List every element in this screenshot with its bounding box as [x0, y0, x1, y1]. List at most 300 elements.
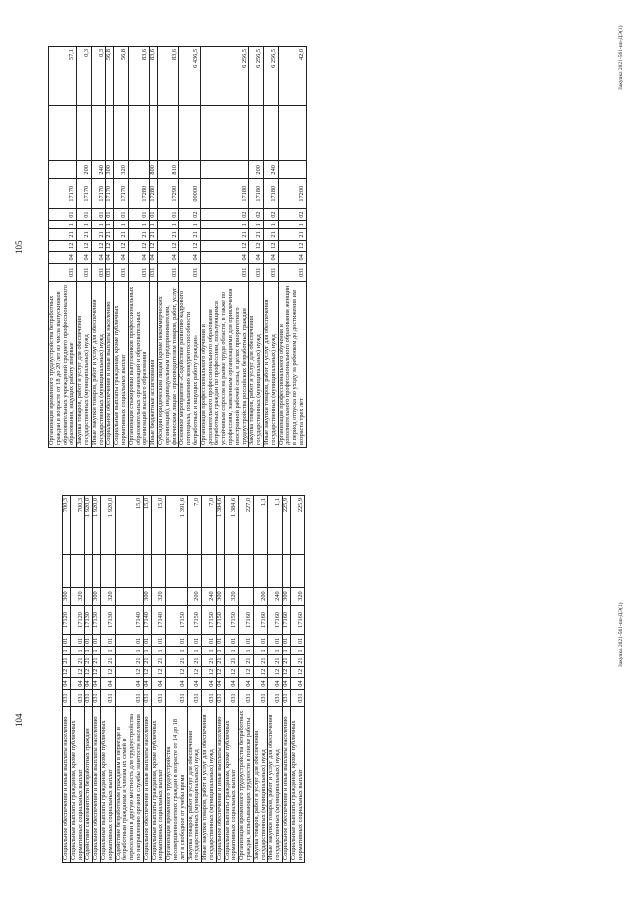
code-cell: 21	[49, 229, 77, 240]
code-cell: 12	[239, 666, 254, 677]
code-cell: 04	[115, 678, 143, 690]
code-cell: 21	[282, 655, 290, 666]
code-cell: 17120	[63, 605, 71, 635]
code-cell: 1	[249, 221, 264, 229]
code-cell: 1	[91, 221, 106, 229]
amount-cell: 700,3	[63, 496, 71, 555]
empty-cell	[100, 555, 115, 587]
row-description: Содействие самозанятости безработных граждан	[85, 707, 93, 863]
code-cell: 01	[239, 635, 254, 647]
code-cell: 1	[179, 221, 200, 229]
code-cell: 12	[49, 240, 77, 251]
code-cell: 031	[85, 690, 93, 707]
amount-cell: 1,1	[253, 496, 268, 555]
code-cell: 240	[91, 161, 106, 179]
table-row	[253, 496, 268, 863]
code-cell: 17170	[114, 179, 129, 209]
amount-cell: 1 920,0	[100, 496, 115, 555]
code-cell: 21	[91, 229, 106, 240]
code-cell: 17160	[290, 605, 305, 635]
code-cell: 031	[179, 263, 200, 281]
code-cell: 1	[151, 647, 166, 655]
row-description: Социальные выплаты гражданам, кроме публичных нормативных социальных выплат	[224, 707, 239, 863]
row-description: Закупка товаров, работ и услуг для обеспечения государственных (муниципальных) нужд	[253, 707, 268, 863]
code-cell: 17130	[85, 605, 93, 635]
code-cell: 1	[49, 221, 77, 229]
code-cell: 17140	[143, 605, 151, 635]
row-description: Закупка товаров, работ и услуг для обеспечения государственных (муниципальных) нужд	[77, 281, 92, 447]
code-cell: 17140	[115, 605, 143, 635]
code-cell: 02	[263, 209, 278, 221]
code-cell: 01	[151, 635, 166, 647]
amount-cell: 1 920,0	[85, 496, 93, 555]
table-row	[115, 496, 143, 863]
code-cell: 02	[249, 209, 264, 221]
code-cell: 04	[91, 251, 106, 263]
code-cell: 21	[143, 655, 151, 666]
code-cell: 031	[106, 263, 114, 281]
code-cell: 031	[249, 263, 264, 281]
empty-cell	[77, 106, 92, 161]
code-cell: 04	[143, 678, 151, 690]
code-cell: 04	[216, 678, 224, 690]
code-cell: 12	[263, 240, 278, 251]
amount-cell: 0,3	[91, 47, 106, 106]
code-cell: 031	[290, 690, 305, 707]
empty-cell	[85, 555, 93, 587]
code-cell: 17170	[49, 179, 77, 209]
code-cell: 21	[253, 655, 268, 666]
code-cell: 17120	[70, 605, 85, 635]
code-cell: 031	[115, 690, 143, 707]
amount-cell: 6 256,5	[263, 47, 278, 106]
code-cell: 17170	[77, 179, 92, 209]
amount-cell: 225,9	[282, 496, 290, 555]
code-cell: 04	[179, 251, 200, 263]
code-cell: 031	[70, 690, 85, 707]
code-cell: 12	[114, 240, 129, 251]
amount-cell: 7,0	[202, 496, 217, 555]
code-cell: 200	[249, 161, 264, 179]
code-cell: 04	[49, 251, 77, 263]
code-cell: 01	[114, 209, 129, 221]
code-cell: 031	[239, 690, 254, 707]
row-description: Субсидии юридическим лицам (кроме некоммерческих организаций), индивидуальным предпринимателям, физическим лицам - производителям товаров, работ, услуг	[157, 281, 178, 447]
code-cell: 12	[278, 240, 306, 251]
code-cell: 04	[77, 251, 92, 263]
code-cell: 04	[150, 251, 158, 263]
code-cell: 04	[114, 251, 129, 263]
code-cell: 300	[282, 587, 290, 605]
code-cell: 04	[93, 678, 101, 690]
row-description: Социальное обеспечение и иные выплаты населению	[106, 281, 114, 447]
code-cell: 12	[93, 666, 101, 677]
code-cell: 04	[106, 251, 114, 263]
empty-cell	[49, 106, 77, 161]
empty-cell	[114, 106, 129, 161]
row-description: Иные бюджетные ассигнования	[150, 281, 158, 447]
code-cell: 12	[179, 240, 200, 251]
code-cell: 01	[282, 635, 290, 647]
code-cell: 17160	[239, 605, 254, 635]
code-cell: 04	[263, 251, 278, 263]
code-cell: 12	[100, 666, 115, 677]
document-page-left	[0, 453, 639, 905]
code-cell: 02	[179, 209, 200, 221]
code-cell: 21	[249, 229, 264, 240]
code-cell: 031	[263, 263, 278, 281]
code-cell: 031	[114, 263, 129, 281]
code-cell: 01	[224, 635, 239, 647]
code-cell: 21	[290, 655, 305, 666]
code-cell: 04	[249, 251, 264, 263]
code-cell: 12	[249, 240, 264, 251]
code-cell: 01	[100, 635, 115, 647]
code-cell: 12	[253, 666, 268, 677]
code-cell: 1	[150, 221, 158, 229]
empty-cell	[263, 106, 278, 161]
code-cell: 01	[77, 209, 92, 221]
code-cell: 1	[278, 221, 306, 229]
row-description: Организация временного трудоустройства несовершеннолетних граждан в возрасте от 14 до 18 лет в свободное от учебы время	[166, 707, 187, 863]
amount-cell: 15,0	[143, 496, 151, 555]
code-cell: 12	[282, 666, 290, 677]
row-description: Закупка товаров, работ и услуг для обеспечения государственных (муниципальных) нужд	[187, 707, 202, 863]
amount-cell: 57,1	[49, 47, 77, 106]
code-cell: 01	[70, 635, 85, 647]
row-description: Социальные выплаты гражданам, кроме публичных нормативных социальных выплат	[151, 707, 166, 863]
code-cell: 031	[253, 690, 268, 707]
code-cell: 031	[63, 690, 71, 707]
code-cell: 04	[200, 251, 249, 263]
code-cell: 17180	[263, 179, 278, 209]
empty-cell	[278, 106, 306, 161]
table-row	[224, 496, 239, 863]
code-cell: 21	[150, 229, 158, 240]
code-cell: 21	[239, 655, 254, 666]
code-cell: 02	[278, 209, 306, 221]
code-cell: 12	[63, 666, 71, 677]
code-cell: 17160	[268, 605, 283, 635]
row-description: Социальные выплаты гражданам, кроме публичных нормативных социальных выплат	[290, 707, 305, 863]
code-cell: 04	[157, 251, 178, 263]
code-cell: 031	[278, 263, 306, 281]
empty-cell	[268, 555, 283, 587]
code-cell: 04	[239, 678, 254, 690]
code-cell: 1	[202, 647, 217, 655]
amount-cell: 227,0	[239, 496, 254, 555]
row-description: Иные закупки товаров, работ и услуг для обеспечения государственных (муниципальных) нужд	[263, 281, 278, 447]
code-cell: 12	[216, 666, 224, 677]
code-cell: 1	[239, 647, 254, 655]
code-cell: 17150	[216, 605, 224, 635]
code-cell: 1	[187, 647, 202, 655]
empty-cell	[239, 555, 254, 587]
amount-cell: 1 384,6	[216, 496, 224, 555]
code-cell: 21	[263, 229, 278, 240]
code-cell: 01	[143, 635, 151, 647]
code-cell: 04	[151, 678, 166, 690]
code-cell: 1	[128, 221, 149, 229]
code-cell	[179, 161, 200, 179]
empty-cell	[202, 555, 217, 587]
code-cell: 17150	[202, 605, 217, 635]
row-description: Содействие безработным гражданам в переезде и безработным гражданам и членам их семей в переселении в другую местность для трудоустройства по направлению органов службы занятости населения	[115, 707, 143, 863]
code-cell: 031	[282, 690, 290, 707]
empty-cell	[282, 555, 290, 587]
code-cell: 04	[282, 678, 290, 690]
amount-cell: 6 436,5	[179, 47, 200, 106]
amount-cell: 7,0	[187, 496, 202, 555]
code-cell: 21	[93, 655, 101, 666]
code-cell: 12	[128, 240, 149, 251]
amount-cell: 56,8	[106, 47, 114, 106]
amount-cell: 15,0	[151, 496, 166, 555]
row-description: Социальные выплаты гражданам, кроме публичных нормативных социальных выплат	[100, 707, 115, 863]
code-cell: 810	[157, 161, 178, 179]
code-cell: 200	[187, 587, 202, 605]
table-row	[179, 47, 200, 448]
code-cell: 12	[224, 666, 239, 677]
row-description: Организация временного трудоустройства безработных граждан в возрасте от 18 до 20 лет из числа выпускников образовательных учреждений среднего профессионального образования, ищущих работу впервые	[49, 281, 77, 447]
table-row	[143, 496, 151, 863]
empty-cell	[249, 106, 264, 161]
code-cell: 1	[93, 647, 101, 655]
empty-cell	[200, 106, 249, 161]
empty-cell	[70, 555, 85, 587]
code-cell: 031	[100, 690, 115, 707]
table-row	[239, 496, 254, 863]
row-description: Социальное обеспечение и иные выплаты населению	[216, 707, 224, 863]
code-cell: 01	[93, 635, 101, 647]
code-cell: 01	[150, 209, 158, 221]
row-description: Иные закупки товаров, работ и услуг для обеспечения государственных (муниципальных) нужд	[91, 281, 106, 447]
code-cell: 1	[290, 647, 305, 655]
code-cell	[49, 161, 77, 179]
code-cell: 240	[202, 587, 217, 605]
code-cell: 1	[157, 221, 178, 229]
code-cell: 1	[253, 647, 268, 655]
empty-cell	[63, 555, 71, 587]
row-description: Иные закупки товаров, работ и услуг для обеспечения государственных (муниципальных) нужд	[202, 707, 217, 863]
code-cell: 21	[114, 229, 129, 240]
code-cell: 031	[187, 690, 202, 707]
code-cell: 1	[115, 647, 143, 655]
empty-cell	[187, 555, 202, 587]
code-cell: 01	[91, 209, 106, 221]
empty-cell	[253, 555, 268, 587]
code-cell: 17170	[106, 179, 114, 209]
code-cell: 21	[115, 655, 143, 666]
code-cell: 21	[106, 229, 114, 240]
code-cell: 17130	[93, 605, 101, 635]
code-cell: 04	[100, 678, 115, 690]
code-cell: 240	[263, 161, 278, 179]
code-cell: 031	[157, 263, 178, 281]
code-cell: 031	[77, 263, 92, 281]
code-cell: 17180	[200, 179, 249, 209]
code-cell: 12	[143, 666, 151, 677]
code-cell: 21	[268, 655, 283, 666]
empty-cell	[91, 106, 106, 161]
code-cell: 01	[290, 635, 305, 647]
code-cell: 12	[200, 240, 249, 251]
row-description: Социальные выплаты гражданам, кроме публичных нормативных социальных выплат	[114, 281, 129, 447]
row-description: Организация стажировки выпускников профессиональных образовательных организаций и образовательных организаций высшего образования	[128, 281, 149, 447]
table-row	[290, 496, 305, 863]
code-cell: 240	[268, 587, 283, 605]
code-cell	[278, 161, 306, 179]
code-cell: 04	[268, 678, 283, 690]
code-cell: 21	[70, 655, 85, 666]
table-row	[114, 47, 129, 448]
code-cell: 200	[77, 161, 92, 179]
empty-cell	[290, 555, 305, 587]
code-cell: 21	[278, 229, 306, 240]
table-body	[63, 496, 305, 863]
page-number: 105	[14, 240, 24, 254]
code-cell: 320	[224, 587, 239, 605]
amount-cell: 15,0	[115, 496, 143, 555]
code-cell	[128, 161, 149, 179]
code-cell: 300	[93, 587, 101, 605]
code-cell: 17150	[166, 605, 187, 635]
empty-cell	[106, 106, 114, 161]
row-description: Социальное обеспечение и иные выплаты населению	[143, 707, 151, 863]
code-cell: 21	[77, 229, 92, 240]
code-cell: 031	[128, 263, 149, 281]
code-cell: 17200	[278, 179, 306, 209]
code-cell: 01	[106, 209, 114, 221]
empty-cell	[150, 106, 158, 161]
code-cell: 04	[278, 251, 306, 263]
budget-table	[48, 46, 307, 448]
table-row	[49, 47, 77, 448]
code-cell: 01	[128, 209, 149, 221]
code-cell: 01	[49, 209, 77, 221]
code-cell: 1	[77, 221, 92, 229]
code-cell: 04	[63, 678, 71, 690]
code-cell: 031	[200, 263, 249, 281]
code-cell: 01	[157, 209, 178, 221]
page-number: 104	[14, 713, 24, 727]
table-row	[216, 496, 224, 863]
code-cell: 031	[151, 690, 166, 707]
code-cell: 21	[85, 655, 93, 666]
code-cell: 1	[263, 221, 278, 229]
amount-cell: 1 391,6	[166, 496, 187, 555]
code-cell: 01	[115, 635, 143, 647]
row-description: Организация профессионального обучения и дополнительного профессионального образования женщин в период отпуска по уходу за ребенком до достижения им возраста трех лет	[278, 281, 306, 447]
code-cell: 1	[166, 647, 187, 655]
amount-cell: 83,6	[128, 47, 149, 106]
amount-cell: 56,8	[114, 47, 129, 106]
code-cell: 320	[100, 587, 115, 605]
code-cell: 031	[268, 690, 283, 707]
code-cell: 04	[224, 678, 239, 690]
amount-cell: 42,0	[278, 47, 306, 106]
code-cell: 1	[63, 647, 71, 655]
table-row	[128, 47, 149, 448]
amount-cell: 0,3	[77, 47, 92, 106]
table-row	[166, 496, 187, 863]
code-cell: 01	[166, 635, 187, 647]
code-cell: 800	[150, 161, 158, 179]
code-cell: 1	[200, 221, 249, 229]
empty-cell	[143, 555, 151, 587]
code-cell: 1	[106, 221, 114, 229]
empty-cell	[224, 555, 239, 587]
code-cell: 12	[187, 666, 202, 677]
code-cell: 1	[114, 221, 129, 229]
code-cell: 300	[216, 587, 224, 605]
code-cell: 04	[166, 678, 187, 690]
code-cell: 1	[224, 647, 239, 655]
budget-table	[62, 495, 305, 863]
code-cell: 1	[85, 647, 93, 655]
table-row	[263, 47, 278, 448]
code-cell: 300	[106, 161, 114, 179]
row-description: Социальное обеспечение и иные выплаты населению	[63, 707, 71, 863]
code-cell: 12	[70, 666, 85, 677]
table-row	[70, 496, 85, 863]
code-cell: 21	[179, 229, 200, 240]
row-description: Организация временного трудоустройства безработных граждан, испытывающих трудности в поиске работы	[239, 707, 254, 863]
code-cell: 320	[114, 161, 129, 179]
amount-cell: 83,6	[150, 47, 158, 106]
code-cell: 17140	[151, 605, 166, 635]
table-row	[278, 47, 306, 448]
code-cell: 031	[150, 263, 158, 281]
table-row	[91, 47, 106, 448]
row-description: Закупка товаров, работ и услуг для обеспечения государственных (муниципальных) нужд	[249, 281, 264, 447]
table-row	[187, 496, 202, 863]
code-cell: 031	[166, 690, 187, 707]
amount-cell: 83,6	[157, 47, 178, 106]
empty-cell	[157, 106, 178, 161]
code-cell: 1	[216, 647, 224, 655]
amount-cell: 1,1	[268, 496, 283, 555]
code-cell: 12	[77, 240, 92, 251]
table-row	[202, 496, 217, 863]
code-cell	[200, 161, 249, 179]
code-cell	[166, 587, 187, 605]
code-cell: 031	[91, 263, 106, 281]
code-cell: 21	[187, 655, 202, 666]
row-description: Иные закупки товаров, работ и услуг для обеспечения государственных (муниципальных) нужд	[268, 707, 283, 863]
table-row	[151, 496, 166, 863]
empty-cell	[216, 555, 224, 587]
code-cell: 300	[143, 587, 151, 605]
code-cell: 21	[166, 655, 187, 666]
table-row	[200, 47, 249, 448]
code-cell: 00000	[179, 179, 200, 209]
code-cell: 031	[224, 690, 239, 707]
table-row	[77, 47, 92, 448]
code-cell: 1	[100, 647, 115, 655]
code-cell: 21	[157, 229, 178, 240]
amount-cell: 700,3	[70, 496, 85, 555]
code-cell: 031	[49, 263, 77, 281]
code-cell: 04	[187, 678, 202, 690]
empty-cell	[151, 555, 166, 587]
code-cell: 04	[128, 251, 149, 263]
code-cell: 04	[290, 678, 305, 690]
code-cell: 17130	[100, 605, 115, 635]
code-cell: 01	[202, 635, 217, 647]
code-cell: 12	[85, 666, 93, 677]
code-cell: 01	[85, 635, 93, 647]
